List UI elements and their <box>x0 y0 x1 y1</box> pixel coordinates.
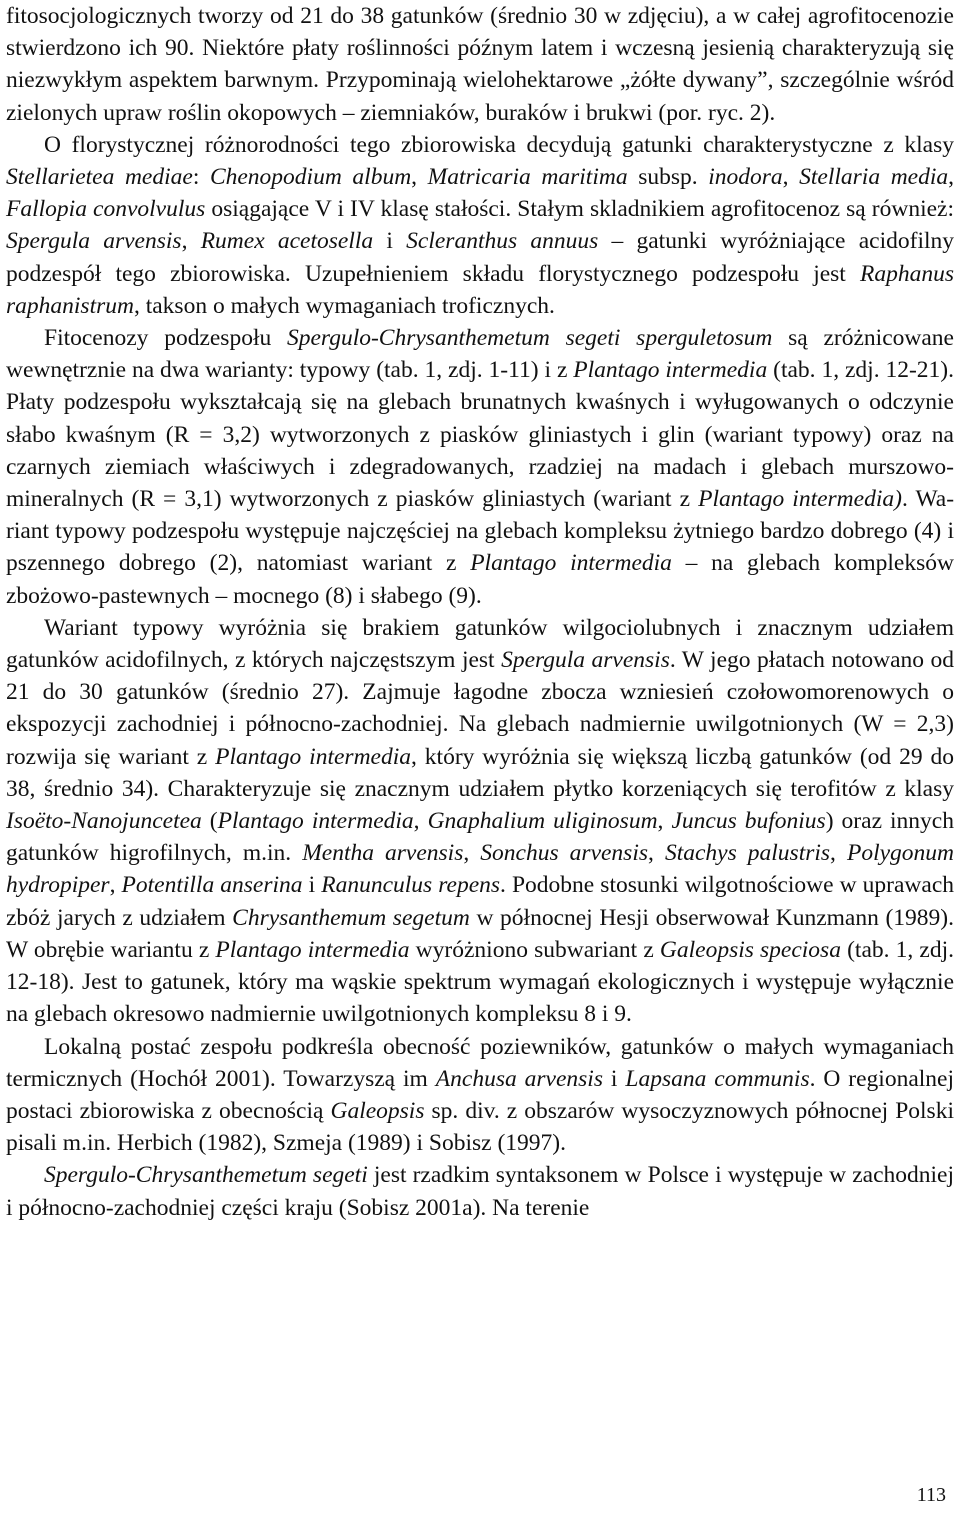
italic-taxon-text: Spergula arvensis <box>6 228 182 255</box>
italic-taxon-text: Plantago intermedia <box>470 550 672 577</box>
text-run: . Podobne stosunki wilgotnościowe w uprawach zbóż jarych z udziałem <box>6 872 954 931</box>
text-run: , <box>411 164 428 191</box>
italic-taxon-text: Lapsana communis <box>625 1065 810 1092</box>
text-run: i <box>373 228 407 255</box>
italic-taxon-text: Sonchus arvensis <box>480 840 648 867</box>
italic-taxon-text: Chrysanthemum segetum <box>232 904 470 931</box>
text-run: i <box>602 1065 626 1092</box>
italic-taxon-text: Isoëto-Nanojuncetea <box>6 808 202 835</box>
italic-taxon-text: Potentilla anserina <box>121 872 303 899</box>
text-run: są zróżnicowane wewnętrznie na dwa warianty: typowy (tab. 1, zdj. 1-11) i z <box>6 325 954 384</box>
italic-taxon-text: Galeopsis speciosa <box>659 936 841 963</box>
text-run: Fitocenozy podzespołu <box>44 325 287 352</box>
paragraph <box>6 129 954 322</box>
italic-taxon-text: Anchusa arvensis <box>435 1065 603 1092</box>
text-run: osiągające V i IV klasę stałości. Stałym skladnikiem agrofitocenoz są również: <box>205 196 954 223</box>
text-run: w północnej Hesji obserwował Kunzmann (1989). W obrębie wariantu z <box>6 904 955 963</box>
text-run: Lokalną postać zespołu podkreśla obecność poziewników, gatunków o małych wymaganiach termicznych (Hochół 2001). Towarzyszą im <box>6 1033 954 1092</box>
italic-taxon-text: Stachys palustris <box>664 840 831 867</box>
text-run: i <box>302 872 322 899</box>
italic-taxon-text: Plantago intermedia <box>217 808 414 835</box>
text-run: subsp. <box>627 164 709 191</box>
italic-taxon-text: Rumex acetosella <box>200 228 374 255</box>
italic-taxon-text: Plantago intermedia <box>573 357 768 384</box>
paragraph <box>6 322 954 612</box>
italic-taxon-text: Stellarietea mediae <box>6 164 193 191</box>
italic-taxon-text: Plantago intermedia <box>215 743 411 770</box>
italic-taxon-text: Plantago intermedia) <box>698 486 902 513</box>
text-run: . Wariant typowy podzespołu występuje najczęściej na glebach kompleksu żytniego bardzo dobrego (4) i pszennego dobrego (2), natomiast wariant z <box>6 486 955 577</box>
text-run: , <box>181 228 201 255</box>
text-run: , <box>657 808 672 835</box>
italic-taxon-text: Spergulo-Chrysanthemetum segeti <box>44 1162 368 1189</box>
text-run: fitosocjologicznych tworzy od 21 do 38 gatunków (średnio 30 w zdjęciu), a w całej agrofitocenozie stwierdzono ich 90. Niektóre płaty roślinności późnym latem i wczesną jesienią charakteryzują się niezwykłym aspektem barwnym. Przypominają wielohektarowe „żółte dywany”, szczególnie wśród zielonych upraw roślin okopowych – ziemniaków, buraków i brukwi (por. ryc. 2). <box>6 3 954 126</box>
italic-taxon-text: Spergulo-Chrysanthemetum segeti sperguletosum <box>287 325 773 352</box>
text-run: ) oraz innych gatunków higrofilnych, m.in. <box>6 808 954 867</box>
text-run: – gatunki wyróżniające acidofilny podzespół tego zbiorowiska. Uzupełnieniem składu florystycznego podzespołu jest <box>6 228 955 287</box>
page-body <box>6 0 954 1224</box>
text-run: , <box>648 840 665 867</box>
page-number: 113 <box>916 1484 946 1506</box>
paragraph <box>6 1159 954 1223</box>
text-run: (tab. 1, zdj. 12-21). Płaty podzespołu wykształcają się na glebach brunatnych kwaśnych i wyługowanych o odczynie słabo kwaśnym (R = 3,2) wytworzonych z piasków gliniastych i glin (wariant typowy) oraz na czarnych ziemiach właściwych i zdegradowanych, rzadziej na madach i glebach murszowo-mineralnych (R = 3,1) wytworzonych z piasków gliniastych (wariant z <box>6 357 955 513</box>
italic-taxon-text: Ranunculus repens <box>321 872 501 899</box>
text-run: (tab. 1, zdj. 12-18). Jest to gatunek, który ma wąskie spektrum wymagań ekologicznych i występuje wyłącznie na glebach okresowo nadmiernie uwilgotnionych kompleksu 8 i 9. <box>6 936 954 1028</box>
text-run: , <box>109 872 122 899</box>
text-run: , <box>413 808 428 835</box>
italic-taxon-text: inodora <box>708 164 783 191</box>
text-run: – na glebach kompleksów zbożowo-pastewnych – mocnego (8) i słabego (9). <box>6 550 954 609</box>
italic-taxon-text: Spergula arvensis <box>501 647 670 674</box>
italic-taxon-text: Plantago intermedia <box>215 936 410 963</box>
text-run: . W jego płatach notowano od 21 do 30 gatunków (średnio 27). Zajmuje łagodne zbocza wzniesień czołowomorenowych o ekspozycji zachodniej i północno-zachodniej. Na glebach nadmiernie uwilgotnionych (W = 2,3) rozwija się wariant z <box>6 647 954 770</box>
paragraph <box>6 0 954 129</box>
text-run: , <box>463 840 481 867</box>
paragraph <box>6 612 954 1031</box>
italic-taxon-text: Polygonum hydropiper <box>6 840 955 899</box>
text-run: O florystycznej różnorodności tego zbiorowiska decydują gatunki charakterystyczne z klasy <box>44 131 954 158</box>
text-run: , takson o małych wymaganiach troficznych. <box>133 292 555 319</box>
text-run: , <box>830 840 847 867</box>
text-run: wyróżniono subwariant z <box>409 936 660 963</box>
italic-taxon-text: Fallopia convolvulus <box>6 196 206 223</box>
text-run: : <box>192 164 210 191</box>
paragraph <box>6 1031 954 1160</box>
text-run: ( <box>201 808 218 835</box>
text-run: . O regionalnej postaci zbiorowiska z obecnością <box>6 1065 955 1124</box>
text-run: , <box>948 164 954 191</box>
text-run: , który wyróżnia się większą liczbą gatunków (od 29 do 38, średnio 34). Charakteryzuje się znacznym udziałem płytko korzeniących się terofitów z klasy <box>6 743 954 802</box>
text-run: , <box>782 164 800 191</box>
italic-taxon-text: Gnaphalium uliginosum <box>427 808 658 835</box>
italic-taxon-text: Chenopodium album <box>209 164 412 191</box>
italic-taxon-text: Scleranthus annuus <box>406 228 599 255</box>
italic-taxon-text: Raphanus raphanistrum <box>6 260 954 319</box>
italic-taxon-text: Mentha arvensis <box>302 840 464 867</box>
text-run: sp. div. z obszarów wysoczyznowych północnej Polski pisali m.in. Herbich (1982), Szmeja (1989) i Sobisz (1997). <box>6 1097 954 1157</box>
italic-taxon-text: Stellaria media <box>799 164 949 191</box>
text-run: Wariant typowy wyróżnia się brakiem gatunków wilgociolubnych i znacznym udziałem gatunków acidofilnych, z których najczęstszym jest <box>6 614 954 674</box>
italic-taxon-text: Matricaria maritima <box>427 164 628 191</box>
italic-taxon-text: Juncus bufonius <box>671 808 826 835</box>
italic-taxon-text: Galeopsis <box>330 1097 425 1124</box>
text-run: jest rzadkim syntaksonem w Polsce i występuje w zachodniej i północno-zachodniej części kraju (Sobisz 2001a). Na terenie <box>6 1162 954 1221</box>
